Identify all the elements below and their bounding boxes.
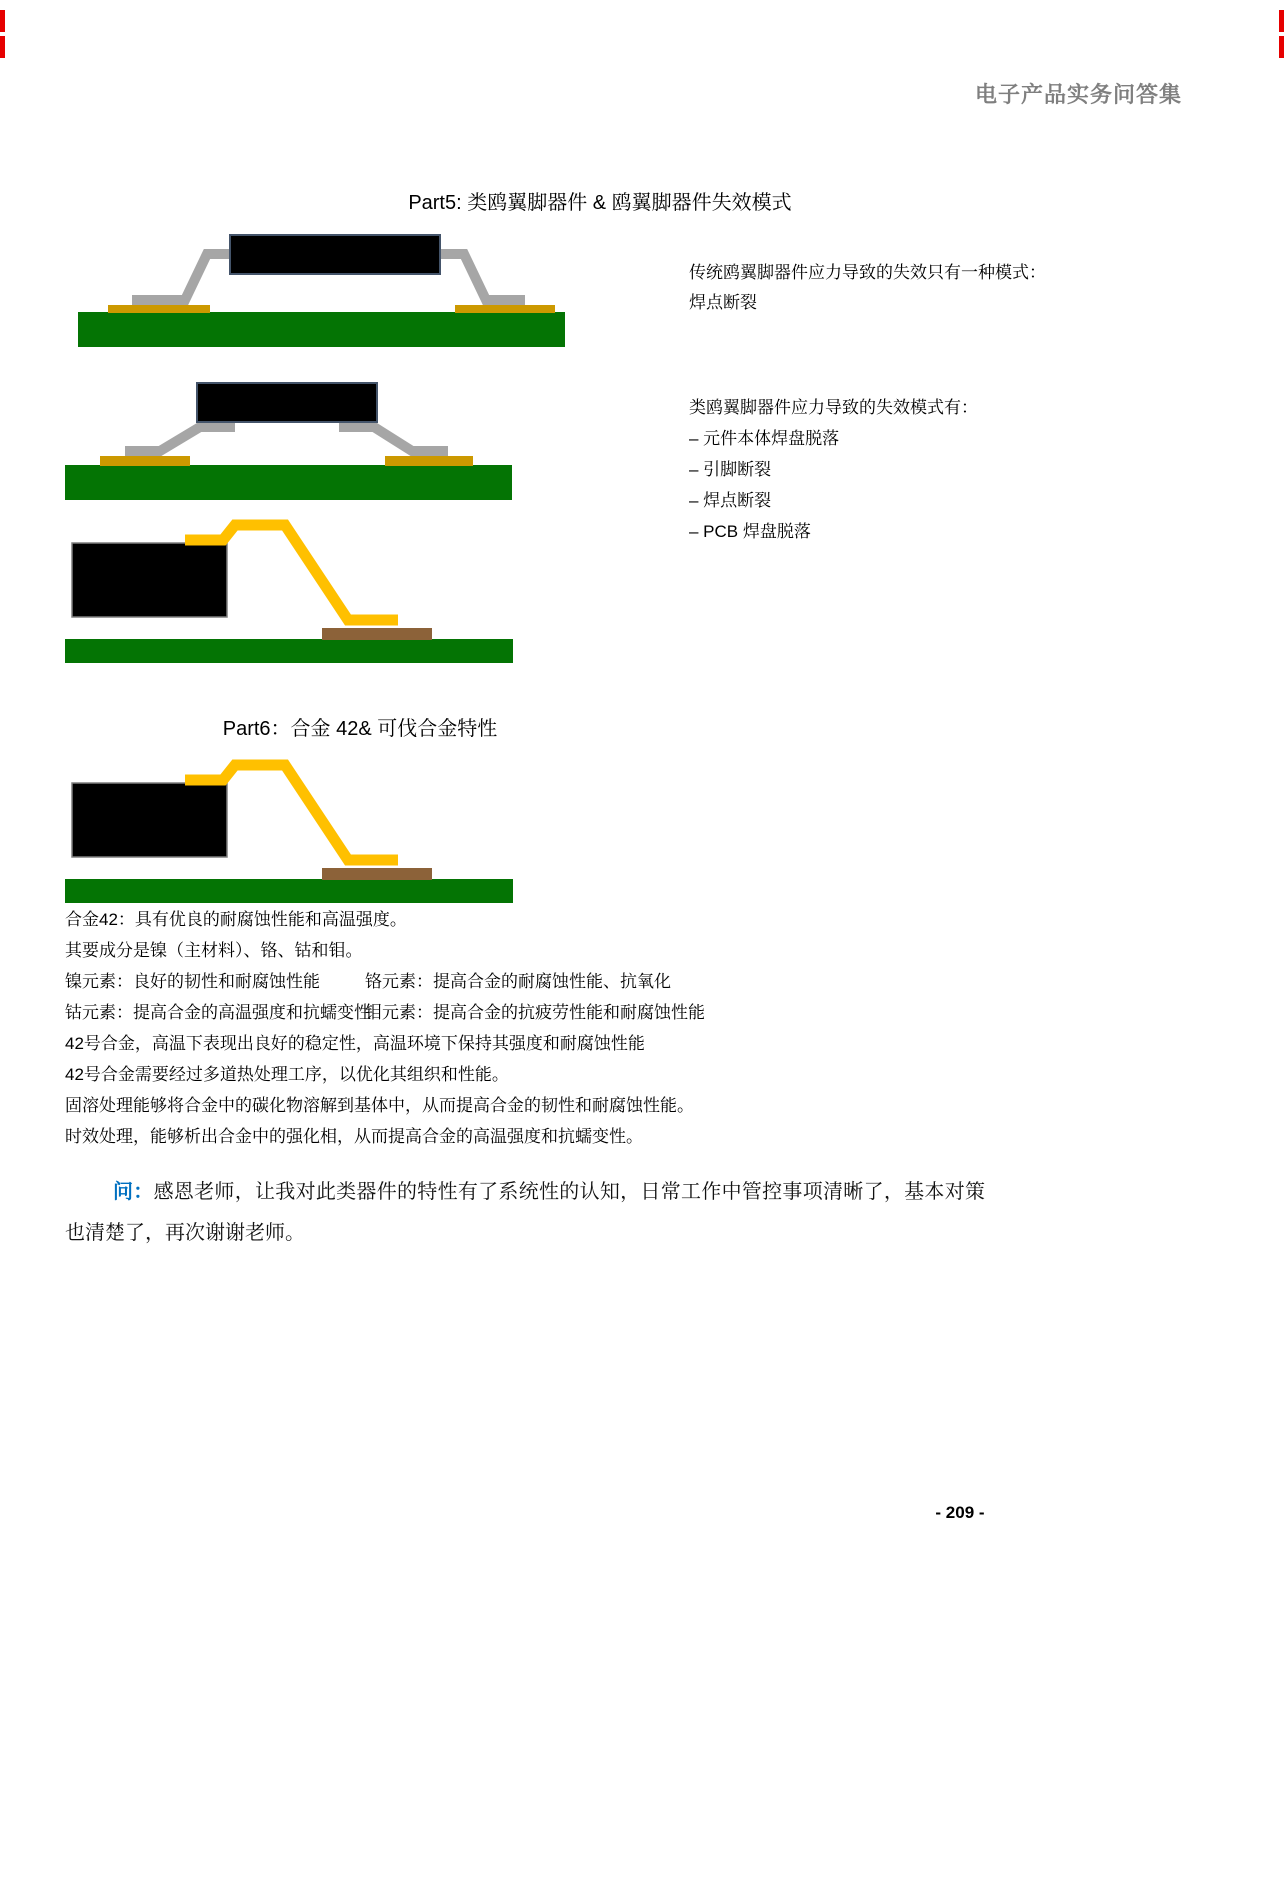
failure-item: – PCB 焊盘脱落	[689, 522, 811, 541]
pcb-board	[78, 312, 565, 347]
failure-note-traditional	[689, 258, 1046, 318]
failure-item: – 引脚断裂	[689, 460, 772, 479]
failure-note-gullwing-like	[689, 392, 978, 547]
question-paragraph	[65, 1172, 985, 1254]
part5-title: Part5: 类鸥翼脚器件 & 鸥翼脚器件失效模式	[408, 192, 792, 214]
diagram-gullwing-like	[60, 375, 570, 505]
diagram-alloy42-lead-2	[60, 755, 570, 905]
note-heading: 类鸥翼脚器件应力导致的失效模式有：	[689, 398, 978, 417]
gullwing-lead-right	[339, 427, 448, 451]
note-line: 焊点断裂	[689, 293, 757, 312]
gullwing-lead-right	[432, 254, 525, 300]
solder-pad-brown	[322, 868, 432, 880]
alloy-col-right: 钼元素：提高合金的抗疲劳性能和耐腐蚀性能	[365, 1003, 705, 1022]
alloy-col-right: 铬元素：提高合金的耐腐蚀性能、抗氧化	[365, 972, 671, 991]
failure-item: – 元件本体焊盘脱落	[689, 429, 840, 448]
component-body	[197, 383, 377, 422]
alloy-col-left: 镍元素：良好的韧性和耐腐蚀性能	[65, 972, 320, 991]
part6-title: Part6：合金 42& 可伐合金特性	[222, 718, 498, 740]
component-body	[72, 543, 227, 617]
alloy-element-row	[65, 966, 1065, 997]
alloy-line: 固溶处理能够将合金中的碳化物溶解到基体中，从而提高合金的韧性和耐腐蚀性能。	[65, 1096, 694, 1115]
gullwing-lead-left	[125, 427, 235, 451]
page-header-title: 电子产品实务问答集	[974, 82, 1182, 107]
solder-pad-right	[385, 456, 473, 466]
alloy-line: 合金42：具有优良的耐腐蚀性能和高温强度。	[65, 910, 407, 929]
question-text: 感恩老师，让我对此类器件的特性有了系统性的认知，日常工作中管控事项清晰了，基本对策也清楚了，再次谢谢老师。	[65, 1181, 986, 1244]
alloy-line: 时效处理，能够析出合金中的强化相，从而提高合金的高温强度和抗蠕变性。	[65, 1127, 643, 1146]
solder-pad-left	[108, 305, 210, 313]
note-line: 传统鸥翼脚器件应力导致的失效只有一种模式：	[689, 263, 1046, 282]
diagram-alloy42-lead	[60, 515, 570, 665]
solder-pad-brown	[322, 628, 432, 640]
component-body	[72, 783, 227, 857]
alloy-line: 42号合金，高温下表现出良好的稳定性，高温环境下保持其强度和耐腐蚀性能	[65, 1034, 645, 1053]
diagram-traditional-gullwing	[60, 190, 570, 350]
question-label: 问：	[113, 1181, 154, 1203]
pcb-board	[65, 879, 513, 903]
red-edge-mark	[1279, 36, 1284, 58]
pcb-board	[65, 465, 512, 500]
gullwing-lead-left	[132, 254, 238, 300]
solder-pad-right	[455, 305, 555, 313]
alloy-element-row	[65, 997, 1065, 1028]
page-number: - 209 -	[935, 1503, 985, 1522]
red-edge-mark	[0, 10, 5, 32]
red-edge-mark	[1279, 10, 1284, 32]
red-edge-mark	[0, 36, 5, 58]
alloy42-description	[65, 904, 1065, 1152]
solder-pad-left	[100, 456, 190, 466]
pcb-board	[65, 639, 513, 663]
alloy-line: 其要成分是镍（主材料）、铬、钴和钼。	[65, 941, 363, 960]
failure-item: – 焊点断裂	[689, 491, 772, 510]
component-body	[230, 235, 440, 274]
alloy-col-left: 钴元素：提高合金的高温强度和抗蠕变性	[65, 1003, 371, 1022]
alloy-line: 42号合金需要经过多道热处理工序，以优化其组织和性能。	[65, 1065, 509, 1084]
